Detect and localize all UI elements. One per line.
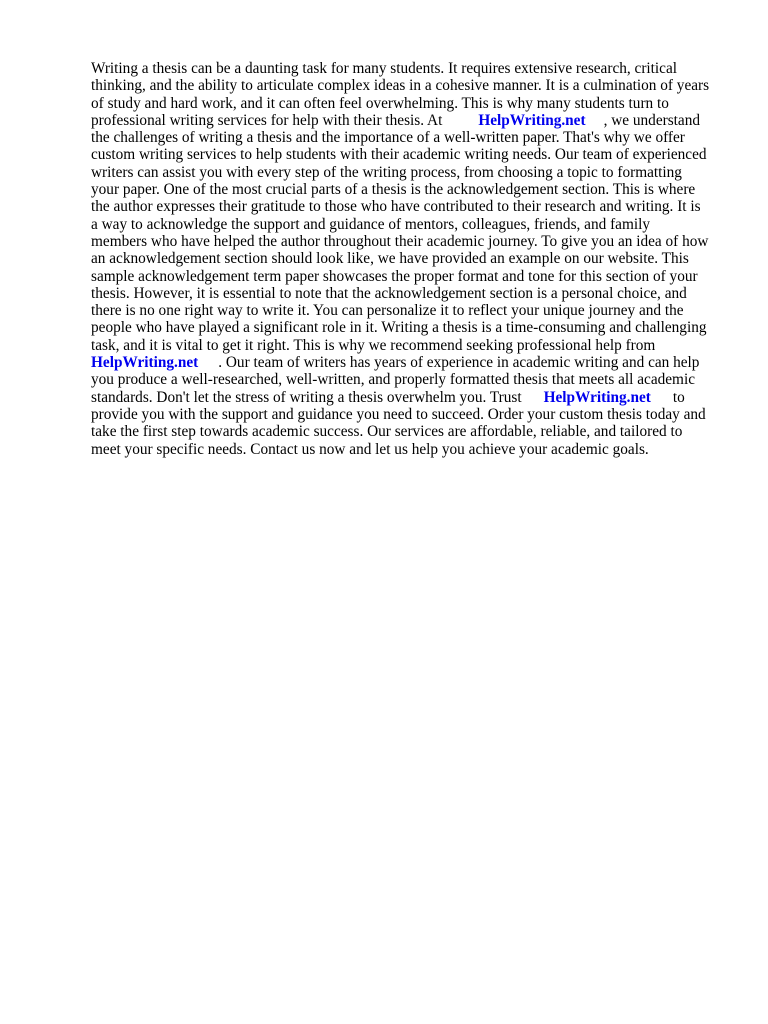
text-line: there is no one right way to write it. You can personalize it to reflect your unique journey and the	[91, 302, 684, 320]
text-line: the challenges of writing a thesis and the importance of a well-written paper. That's why we offer	[91, 129, 685, 147]
text-line: task, and it is vital to get it right. This is why we recommend seeking professional help from	[91, 336, 656, 354]
text-line	[91, 389, 731, 406]
text-line: a way to acknowledge the support and guidance of mentors, colleagues, friends, and family	[91, 215, 651, 233]
text-segment: to	[672, 388, 685, 406]
text-line: you produce a well-researched, well-written, and properly formatted thesis that meets all academic	[91, 371, 695, 389]
text-segment: standards. Don't let the stress of writing a thesis overwhelm you. Trust	[91, 388, 522, 406]
body-paragraph	[91, 60, 731, 458]
text-line: an acknowledgement section should look like, we have provided an example on our website. This	[91, 250, 689, 268]
text-line	[91, 112, 731, 129]
text-line: your paper. One of the most crucial parts of a thesis is the acknowledgement section. This is where	[91, 181, 696, 199]
text-line: of study and hard work, and it can often feel overwhelming. This is why many students turn to	[91, 94, 669, 112]
text-line: provide you with the support and guidance you need to succeed. Order your custom thesis today and	[91, 405, 706, 423]
text-segment: . Our team of writers has years of experience in academic writing and can help	[218, 354, 700, 372]
text-line: take the first step towards academic success. Our services are affordable, reliable, and tailored to	[91, 423, 683, 441]
text-segment: , we understand	[603, 111, 701, 129]
helpwriting-link[interactable]: HelpWriting.net	[543, 388, 651, 406]
helpwriting-link[interactable]: HelpWriting.net	[91, 354, 199, 372]
text-line: people who have played a significant role in it. Writing a thesis is a time-consuming and challenging	[91, 319, 707, 337]
text-line: thesis. However, it is essential to note that the acknowledgement section is a personal choice, and	[91, 284, 687, 302]
text-segment: professional writing services for help with their thesis. At	[91, 111, 443, 129]
text-line: writers can assist you with every step of the writing process, from choosing a topic to formatting	[91, 163, 682, 181]
text-line: meet your specific needs. Contact us now and let us help you achieve your academic goals.	[91, 440, 649, 458]
text-line: sample acknowledgement term paper showcases the proper format and tone for this section of your	[91, 267, 698, 285]
text-line: the author expresses their gratitude to those who have contributed to their research and writing. It is	[91, 198, 701, 216]
text-line	[91, 354, 731, 371]
text-line: custom writing services to help students with their academic writing needs. Our team of experienced	[91, 146, 707, 164]
helpwriting-link[interactable]: HelpWriting.net	[478, 111, 586, 129]
text-line: members who have helped the author throughout their academic journey. To give you an idea of how	[91, 232, 709, 250]
text-line: Writing a thesis can be a daunting task for many students. It requires extensive research, critical	[91, 60, 677, 77]
text-line: thinking, and the ability to articulate complex ideas in a cohesive manner. It is a culmination of years	[91, 77, 710, 95]
